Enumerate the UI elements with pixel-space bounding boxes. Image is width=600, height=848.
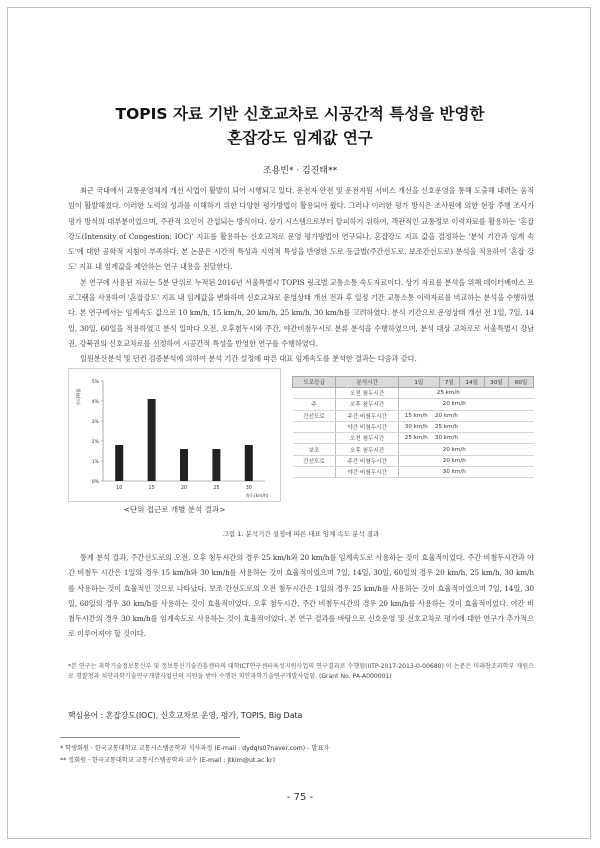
y-tick-label: 3% [91,419,99,425]
figure-caption: 그림 1. 분석기간 설정에 따른 대표 임계 속도 분석 결과 [222,530,380,538]
table-row [293,444,534,455]
affiliation-2: ** 정회원 · 한국교통대학교 교통시스템공학과 교수 (E-mail : jtkim@ut.ac.kr) [60,757,276,764]
period-cell: 오전 첨두시간 [336,388,398,399]
y-tick-label: 2% [91,439,99,445]
bar-chart-box [68,368,281,502]
x-tick-label: 30 [245,486,252,491]
road-class-cell [293,467,336,478]
speed-cell: 15 km/h 20 km/h [398,410,533,421]
table-header: 분석시간 [336,377,398,388]
table-row [293,421,534,432]
road-class-cell [293,421,336,432]
table-header: 60일 [509,377,534,388]
road-class-cell: 간선도로 [293,455,336,466]
bar-chart [69,369,280,501]
speed-cell: 20 km/h [398,399,533,410]
table-row [293,455,534,466]
table-row [293,467,534,478]
results-body [68,550,534,642]
road-class-cell: 주 [293,399,336,410]
road-class-cell [293,388,336,399]
chart-caption: <단위 접근로 개별 분석 결과> [123,505,226,514]
y-axis-title: 유의확률 [77,388,82,406]
keywords: 핵심용어 : 혼잡강도(IOC), 신호교차로 운영, 평가, TOPIS, Big Data [68,711,303,720]
bar [115,445,123,481]
bar [148,399,156,481]
bar [245,445,253,481]
speed-cell: 30 km/h [398,467,533,478]
table-header: 1일 [398,377,439,388]
table-header: 14일 [459,377,484,388]
table-row [293,399,534,410]
paragraph-data: 본 연구에 사용된 자료는 5분 단위로 누적된 2016년 서울특별시 TOPIS 링크별 교통소통 속도자료이다. 상기 자료를 분석을 위해 데이터베이스 프로그램을 사용하여 '혼잡강도' 지표 내 임계값을 변화하며 신호교차로 운영상태 개선 전과 후 일정 기간 교통소통 이력자료를 비교하는 분석을 수행하였다. 본 연구에서는 임계속도 값으로 10 km/h, 15 km/h, 20 km/h, 25 km/h, 30 km/h를 고려하였다. 분석 기간으로 운영상태 개선 전 1일, 7일, 14일, 30일, 60일을 적용하였고 분석 일마다 오전, 오후첨두시와 주간, 야간비첨두시로 분류 분석을 수행하였으며, 분석 대상 교차로로 서울특별시 강남권, 강북권의 신호교차로를 선정하여 시공간적 특성을 반영한 연구를 수행하였다. [68,277,534,348]
speed-cell: 25 km/h [398,388,533,399]
road-class-cell: 간선도로 [293,410,336,421]
table-header: 30일 [484,377,509,388]
table-header-row [293,377,534,388]
period-cell: 야간 비첨두시간 [336,421,398,432]
x-tick-label: 20 [180,486,188,491]
speed-cell: 30 km/h 25 km/h [398,421,533,432]
x-tick-label: 25 [213,486,220,491]
title-line-1: TOPIS 자료 기반 신호교차로 시공간적 특성을 반영한 [115,105,485,123]
speed-cell: 20 km/h [398,444,533,455]
period-cell: 오후 첨두시간 [336,399,398,410]
period-cell: 주간 비첨두시간 [336,410,398,421]
author-list: 조용빈* · 김진태** [262,166,338,176]
road-class-cell [293,433,336,444]
paragraph-intro: 최근 국내에서 교통운영체계 개선 사업이 활발히 되어 시행되고 있다. 운전자 안전 및 운전지원 서비스 개선을 신호운영을 통해 도출해 내려는 움직임이 활발해졌다. 이러한 노력의 성과를 이해하기 위한 다양한 평가방법이 활용되어 왔다. 그러나 이러한 평가 방식은 조사원에 의한 현장 주행 조사가 평가 방식의 대부분이었으며, 주관적 요인이 간섭되는 방식이다. 상기 시스템으로부터 탈피하기 위하여, 객관적인 교통정보 이력자료를 활용하는 '혼잡강도(Intensity of Congestion: IOC)' 지표를 활용하는 신호교차로 운영 평가방법이 연구되나, 혼잡강도 지표 값을 결정하는 '분석 기간과 임계 속도'에 대한 공학적 지침이 부족하다. 본 논문은 시간적 특성과 지역적 특성을 반영한 도로 등급별(주간선도로, 보조간선도로) 분석을 적용하여 '혼잡 강도' 지표 내 임계값을 제안하는 연구 내용을 전달한다. [68,186,534,272]
speed-cell: 20 km/h [398,455,533,466]
road-class-cell: 보조 [293,444,336,455]
paragraph-method: 일원분산분석 및 던컨 검증분석에 의하여 분석 기간 설정에 따른 대표 임계속도를 분석한 결과는 다음과 같다. [80,354,417,364]
footnote-rule [60,737,240,738]
table-row [293,433,534,444]
y-tick-label: 0% [91,479,99,485]
critical-speed-table [292,376,534,478]
x-axis-title: 속도(km/h) [245,494,269,499]
grant-note: *본 연구는 과학기술정보통신부 및 정보통신기술진흥센터의 대학ICT연구센터육성지원사업의 연구결과로 수행됨(IITP-2017-2013-0-00680) 이 논문은 미래창조과학부 재원으로 경찰청과 치안과학기술연구개발사업단의 지원을 받아 수행된 치안과학기술연구개발사업임. (Grant No. PA-A000001) [68,663,535,680]
y-tick-label: 4% [91,399,99,405]
title-line-2: 혼잡강도 임계값 연구 [227,129,373,147]
table-header: 도로등급 [293,377,336,388]
table-header: 7일 [439,377,459,388]
paragraph-results: 통계 분석 결과, 주간선도로의 오전, 오후 첨두시간의 경우 25 km/h와 20 km/h를 임계속도로 사용하는 것이 효율적이었다. 주간 비첨두시간과 야간 비첨두 시간은 1일의 경우 15 km/h와 30 km/h를 사용하는 것이 효율적이었으며 7일, 14일, 30일, 60일의 경우 20 km/h, 25 km/h, 30 km/h를 사용하는 것이 효율적인 것으로 나타났다. 보조 간선도로의 오전 첨두시간은 1일의 경우 25 km/h를 사용하는 것이 효율적이었으며 7일, 14일, 30일, 60일의 경우 30 km/h를 사용하는 것이 효율적이었다. 오후 첨두시간, 주간 비첨두시간의 경우 20 km/h를 사용하는 것이 효율적이었다. 야간 비첨두시간의 경우 30 km/h를 임계속도로 사용하는 것이 효율적이었다. 본 연구 결과를 바탕으로 신호운영 및 신호교차로 평가에 대한 연구가 추가적으로 이루어져야 할 것이다. [68,553,534,639]
period-cell: 오전 첨두시간 [336,433,398,444]
period-cell: 주간 비첨두시간 [336,455,398,466]
speed-cell: 25 km/h 30 km/h [398,433,533,444]
paper-title [0,102,600,150]
y-tick-label: 5% [91,379,99,385]
bar [212,449,220,481]
table-row [293,410,534,421]
page-number: - 75 - [286,792,314,803]
period-cell: 야간 비첨두시간 [336,467,398,478]
figure-1 [68,368,534,548]
table-row [293,388,534,399]
x-tick-label: 10 [116,486,123,491]
period-cell: 오후 첨두시간 [336,444,398,455]
y-tick-label: 1% [91,459,99,465]
abstract-body [68,183,534,367]
affiliation-1: * 학생회원 · 한국교통대학교 교통시스템공학과 석사과정 (E-mail : dydqls07naver.com) - 발표자 [60,745,330,752]
x-tick-label: 15 [148,486,155,491]
bar [180,449,188,481]
